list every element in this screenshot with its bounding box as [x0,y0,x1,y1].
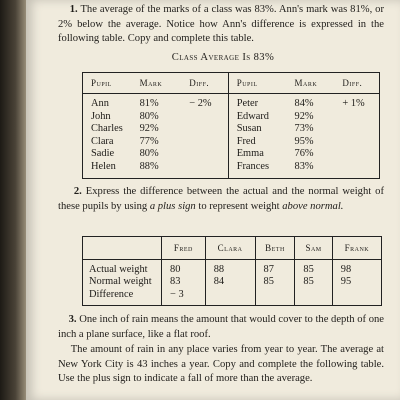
problem-3-continued-paragraph [58,343,384,387]
pupil-diff [342,111,379,124]
weight-cell: 83 [162,276,206,288]
pupil-mark: 73% [294,123,314,135]
weight-cell: 87 [255,260,295,277]
table-row [83,289,382,306]
header-sam: Sam [295,237,332,260]
problem-2-number: 2. [73,186,82,197]
problem-2-text-middle: to represent weight [195,200,283,212]
page-gutter-shadow [0,0,28,400]
problem-3-paragraph [58,313,384,342]
header-blank [83,237,162,260]
pupil-diff [189,161,228,178]
weight-cell: − 3 [162,289,206,306]
table-row [83,123,380,136]
pupil-diff: − 2% [189,94,228,111]
pupil-name: Helen [91,160,116,172]
header-beth: Beth [255,237,295,260]
table-row [83,111,380,124]
table-row [83,94,380,111]
weights-table [82,236,382,306]
problem-3-continued-text: The amount of rain in any place varies from year to year. The average at New York City is 43 inches a year. Copy and complete the following table. Use the plus sign to indicate a fall of more than the average. [58,344,384,385]
header-mark-2: Mark [295,73,343,94]
row-label: Difference [89,288,134,300]
weight-cell: 95 [332,276,381,288]
pupil-name: Frances [236,160,270,172]
pupil-mark: 80% [139,148,159,160]
table-1-caption: Class Average Is 83% [171,52,275,63]
problem-2-italic-above-normal: above normal. [282,200,344,212]
header-frank: Frank [332,237,381,260]
pupil-name: Sadie [91,148,115,160]
table-1-header-row [83,73,380,94]
problem-3-text: One inch of rain means the amount that would cover to the depth of one inch a plane surface, like a flat roof. [58,314,385,340]
row-label: Actual weight [89,264,148,275]
pupil-name: Fred [236,135,256,147]
weight-cell: 98 [332,260,381,277]
problem-3-number: 3. [68,314,77,325]
header-pupil: Pupil [83,73,140,94]
problem-2-text: Express the difference between the actual and the normal weight of these pupils by using [58,186,385,212]
header-diff: Diff. [189,73,228,94]
problem-1-paragraph [58,3,384,47]
problem-1-text: The average of the marks of a class was 83%. Ann's mark was 81%, or 2% below the average. Notice how Ann's difference is expressed in the following table. Copy and complete this table. [58,4,385,45]
weight-cell [332,289,381,306]
header-fred: Fred [162,237,206,260]
table-row [83,136,380,149]
pupil-name: Clara [91,135,114,147]
row-label: Normal weight [89,276,152,288]
pupil-name: Charles [91,123,123,135]
weight-cell [295,289,332,306]
pupil-mark: 81% [139,98,159,109]
header-mark: Mark [140,73,190,94]
table-2-header-row [83,237,382,260]
pupil-diff [342,148,379,161]
weight-cell: 85 [295,260,332,277]
header-pupil-2: Pupil [228,73,294,94]
pupil-mark: 77% [139,135,159,147]
table-row [83,161,380,178]
pupil-diff [342,136,379,149]
pupil-name: Peter [236,98,259,109]
table-row [83,276,382,288]
weight-cell [255,289,295,306]
weight-cell [205,289,255,306]
pupil-diff: + 1% [342,98,365,109]
pupil-mark: 92% [294,110,314,122]
pupil-name: Susan [236,123,262,135]
table-row [83,148,380,161]
pupil-name: John [91,110,111,122]
weight-cell: 85 [295,276,332,288]
pupil-mark: 76% [294,148,314,160]
weight-cell: 85 [255,276,295,288]
problem-2-italic-plus-sign: a plus sign [149,200,196,212]
pupil-name: Edward [236,110,270,122]
header-diff-2: Diff. [342,73,379,94]
pupil-mark: 83% [294,160,314,172]
pupil-diff [342,123,379,136]
table-row [83,260,382,277]
weight-cell: 80 [162,260,206,277]
problem-2-paragraph [58,185,384,214]
pupil-mark: 88% [139,160,159,172]
pupil-diff [189,148,228,161]
pupil-diff [189,111,228,124]
header-clara: Clara [205,237,255,260]
weight-cell: 88 [205,260,255,277]
pupil-name: Ann [91,98,109,109]
pupil-diff [342,161,379,178]
pupil-mark: 92% [139,123,159,135]
weight-cell: 84 [205,276,255,288]
problem-1-number: 1. [69,4,78,15]
pupil-mark: 84% [294,98,314,109]
pupil-name: Emma [236,148,264,160]
pupil-diff [189,123,228,136]
pupil-mark: 95% [294,135,314,147]
pupil-diff [189,136,228,149]
class-marks-table [82,72,380,179]
pupil-mark: 80% [139,110,159,122]
